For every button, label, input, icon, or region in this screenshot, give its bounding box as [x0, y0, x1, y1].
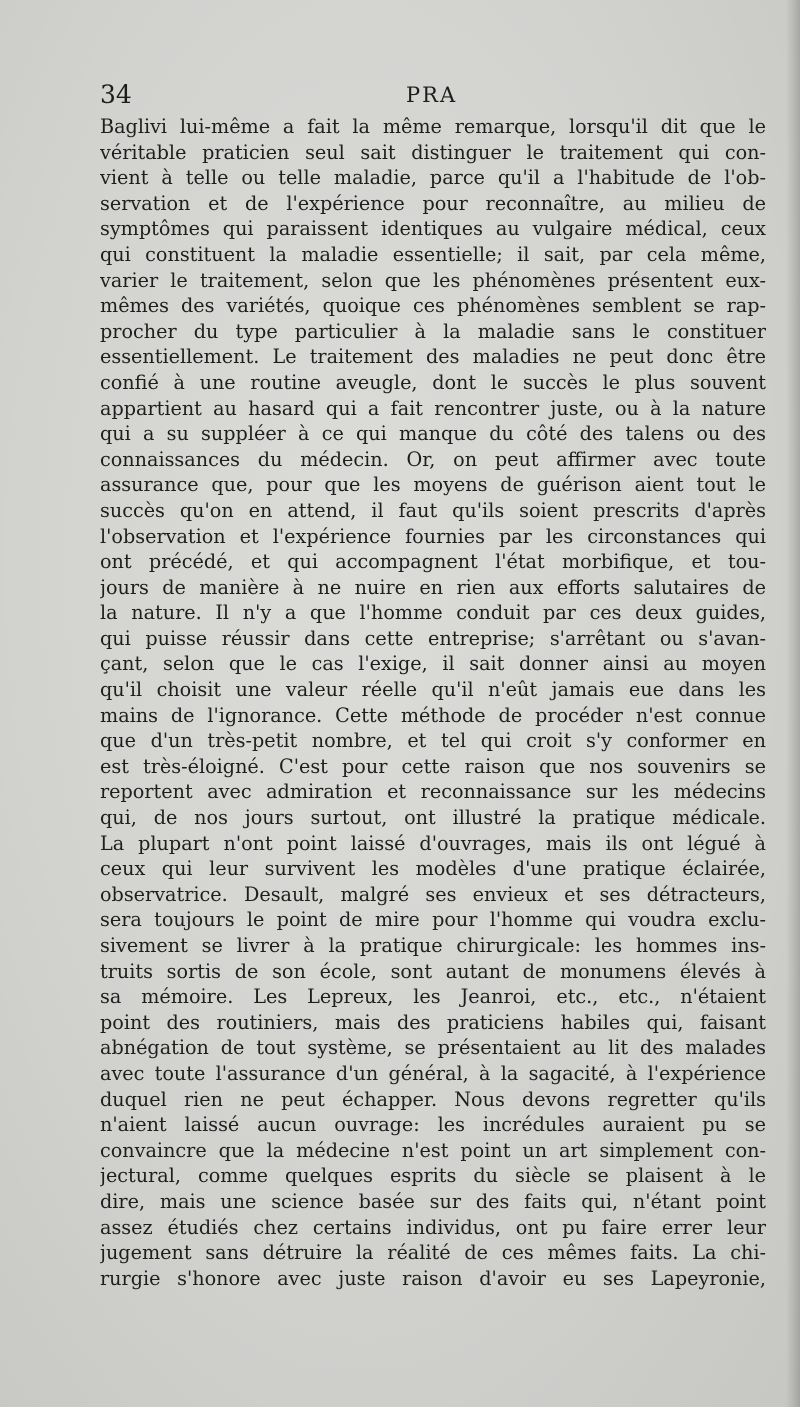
text-line: jectural, comme quelques esprits du siècle se plaisent à le	[100, 1164, 766, 1188]
text-line: assez étudiés chez certains individus, ont pu faire errer leur	[100, 1215, 766, 1239]
text-line: l'observation et l'expérience fournies par les circonstances qui	[100, 524, 766, 548]
text-line: succès qu'on en attend, il faut qu'ils soient prescrits d'après	[100, 498, 766, 522]
text-line: La plupart n'ont point laissé d'ouvrages, mais ils ont légué à	[100, 831, 766, 855]
body-text	[100, 114, 766, 1291]
text-line: sera toujours le point de mire pour l'homme qui voudra exclu-	[100, 908, 766, 932]
text-line: symptômes qui paraissent identiques au vulgaire médical, ceux	[100, 217, 766, 241]
text-line: véritable praticien seul sait distinguer le traitement qui con-	[100, 140, 766, 164]
text-line: que d'un très-petit nombre, et tel qui croit s'y conformer en	[100, 729, 766, 753]
text-line: est très-éloigné. C'est pour cette raison que nos souvenirs se	[100, 754, 766, 778]
text-line: rurgie s'honore avec juste raison d'avoir eu ses Lapeyronie,	[100, 1266, 766, 1290]
text-line: mêmes des variétés, quoique ces phénomènes semblent se rap-	[100, 294, 766, 318]
text-line: point des routiniers, mais des praticiens habiles qui, faisant	[100, 1010, 766, 1034]
text-line: dire, mais une science basée sur des faits qui, n'étant point	[100, 1189, 766, 1213]
text-line: qu'il choisit une valeur réelle qu'il n'eût jamais eue dans les	[100, 678, 766, 702]
text-line: convaincre que la médecine n'est point un art simplement con-	[100, 1138, 766, 1162]
page-number: 34	[100, 80, 132, 109]
text-line: jugement sans détruire la réalité de ces mêmes faits. La chi-	[100, 1241, 766, 1265]
text-line: qui constituent la maladie essentielle; il sait, par cela même,	[100, 242, 766, 266]
text-line: Baglivi lui-même a fait la même remarque, lorsqu'il dit que le	[100, 115, 766, 138]
text-line: servation et de l'expérience pour reconnaître, au milieu de	[100, 191, 766, 215]
text-line: qui puisse réussir dans cette entreprise; s'arrêtant ou s'avan-	[100, 626, 766, 650]
page-edge-shadow	[786, 0, 800, 1407]
text-line: çant, selon que le cas l'exige, il sait donner ainsi au moyen	[100, 652, 766, 676]
text-line: varier le traitement, selon que les phénomènes présentent eux-	[100, 268, 766, 292]
text-line: assurance que, pour que les moyens de guérison aient tout le	[100, 473, 766, 497]
text-line: essentiellement. Le traitement des maladies ne peut donc être	[100, 345, 766, 369]
running-head: PRA	[406, 83, 458, 107]
text-line: confié à une routine aveugle, dont le succès le plus souvent	[100, 370, 766, 394]
text-line: duquel rien ne peut échapper. Nous devons regretter qu'ils	[100, 1087, 766, 1111]
text-line: avec toute l'assurance d'un général, à la sagacité, à l'expérience	[100, 1061, 766, 1085]
text-line: qui a su suppléer à ce qui manque du côté des talens ou des	[100, 422, 766, 446]
text-line: connaissances du médecin. Or, on peut affirmer avec toute	[100, 447, 766, 471]
text-line: qui, de nos jours surtout, ont illustré la pratique médicale.	[100, 806, 766, 830]
text-line: appartient au hasard qui a fait rencontrer juste, ou à la nature	[100, 396, 766, 420]
text-line: abnégation de tout système, se présentaient au lit des malades	[100, 1036, 766, 1060]
text-line: n'aient laissé aucun ouvrage: les incrédules auraient pu se	[100, 1113, 766, 1137]
text-line: observatrice. Desault, malgré ses envieux et ses détracteurs,	[100, 882, 766, 906]
page-header	[98, 80, 768, 114]
text-line: truits sortis de son école, sont autant de monumens élevés à	[100, 959, 766, 983]
text-line: ceux qui leur survivent les modèles d'une pratique éclairée,	[100, 857, 766, 881]
text-line: ont précédé, et qui accompagnent l'état morbifique, et tou-	[100, 550, 766, 574]
text-line: procher du type particulier à la maladie sans le constituer	[100, 319, 766, 343]
text-line: mains de l'ignorance. Cette méthode de procéder n'est connue	[100, 703, 766, 727]
text-line: jours de manière à ne nuire en rien aux efforts salutaires de	[100, 575, 766, 599]
text-line: sa mémoire. Les Lepreux, les Jeanroi, etc., etc., n'étaient	[100, 985, 766, 1009]
text-line: la nature. Il n'y a que l'homme conduit par ces deux guides,	[100, 601, 766, 625]
text-line: sivement se livrer à la pratique chirurgicale: les hommes ins-	[100, 934, 766, 957]
text-line: reportent avec admiration et reconnaissance sur les médecins	[100, 780, 766, 804]
text-line: vient à telle ou telle maladie, parce qu'il a l'habitude de l'ob-	[100, 166, 766, 190]
